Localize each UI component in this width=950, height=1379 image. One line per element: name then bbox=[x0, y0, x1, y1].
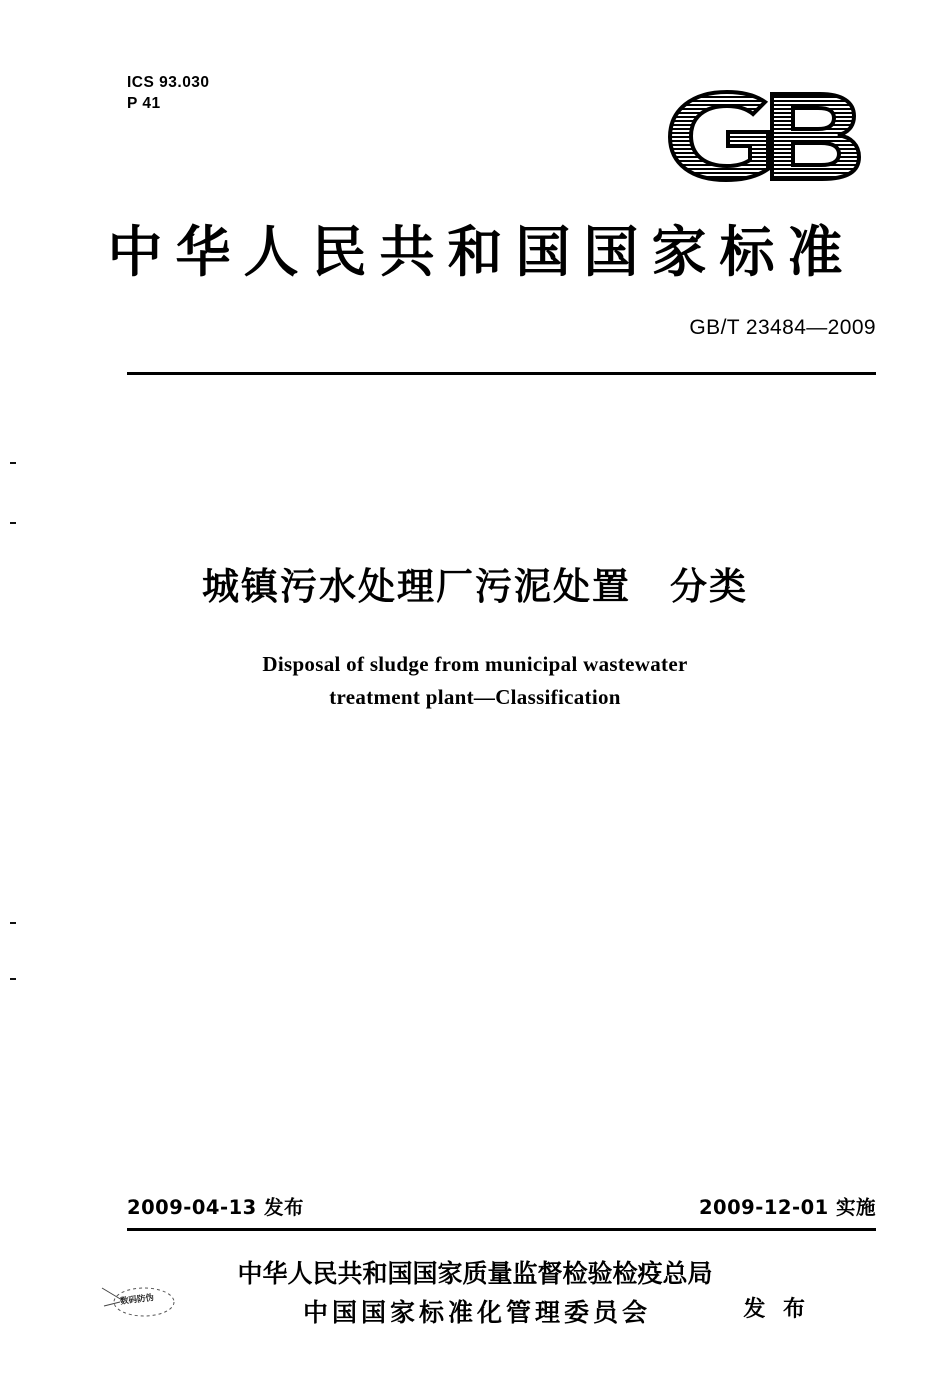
document-title-english-line2: treatment plant—Classification bbox=[329, 685, 621, 709]
document-title-english-line1: Disposal of sludge from municipal wastewater bbox=[262, 652, 688, 676]
issuer-line-2: 中国国家标准化管理委员会 bbox=[302, 1298, 651, 1327]
ics-classification-block bbox=[127, 72, 210, 114]
header-divider bbox=[127, 372, 876, 375]
category-code: P 41 bbox=[127, 95, 161, 112]
standard-number: GB/T 23484—2009 bbox=[689, 316, 876, 339]
seal-label: 数码防伪 bbox=[119, 1292, 155, 1308]
issue-date: 2009-04-13 发布 bbox=[127, 1196, 305, 1219]
issuer-line-1: 中华人民共和国国家质量监督检验检疫总局 bbox=[237, 1259, 713, 1288]
margin-tick bbox=[10, 922, 16, 924]
margin-tick bbox=[10, 978, 16, 980]
document-title-chinese: 城镇污水处理厂污泥处置 分类 bbox=[202, 565, 748, 608]
anti-counterfeit-seal-icon bbox=[100, 1280, 180, 1324]
dates-row bbox=[127, 1192, 876, 1222]
publish-label: 发 布 bbox=[743, 1297, 810, 1322]
margin-tick bbox=[10, 522, 16, 524]
national-standard-heading: 中华人民共和国国家标准 bbox=[107, 220, 856, 284]
implementation-date: 2009-12-01 实施 bbox=[698, 1196, 876, 1219]
gb-logo-icon bbox=[664, 88, 874, 184]
footer-divider bbox=[127, 1228, 876, 1231]
ics-code: ICS 93.030 bbox=[127, 74, 210, 91]
document-title-english bbox=[180, 648, 770, 714]
margin-tick bbox=[10, 462, 16, 464]
